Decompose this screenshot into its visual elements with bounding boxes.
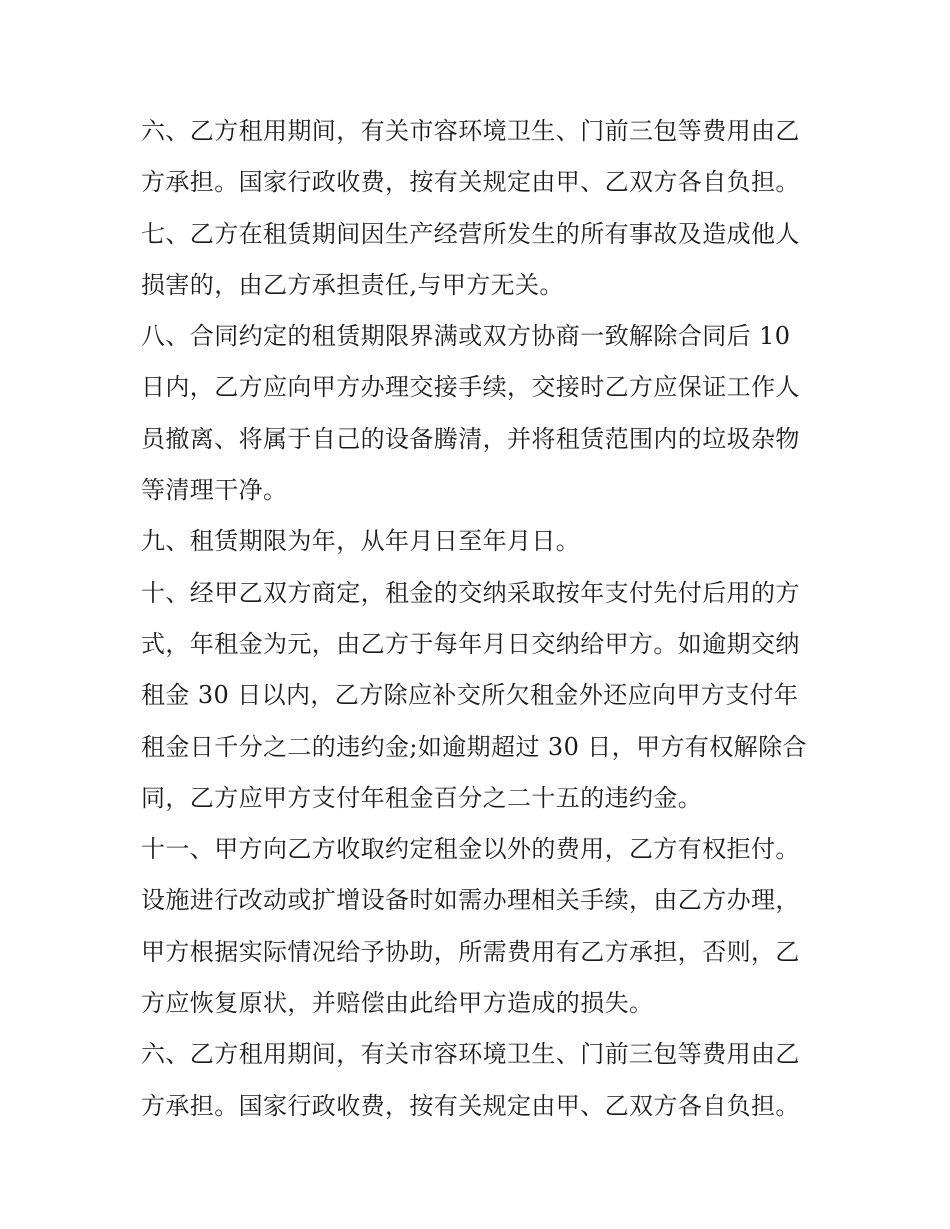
text-line-7: 员撤离、将属于自己的设备腾清，并将租赁范围内的垃圾杂物 (141, 424, 800, 453)
text-line-13: 租金日千分之二的违约金;如逾期超过 30 日，甲方有权解除合 (141, 732, 807, 761)
text-line-4: 损害的，由乙方承担责任,与甲方无关。 (141, 270, 564, 299)
text-line-1: 六、乙方租用期间，有关市容环境卫生、门前三包等费用由乙 (141, 117, 800, 145)
document-body (141, 106, 821, 1132)
text-line-19: 六、乙方租用期间，有关市容环境卫生、门前三包等费用由乙 (141, 1040, 800, 1069)
text-line-18: 方应恢复原状，并赔偿由此给甲方造成的损失。 (141, 989, 654, 1018)
text-line-16: 设施进行改动或扩增设备时如需办理相关手续，由乙方办理， (141, 886, 800, 915)
text-line-5: 八、合同约定的租赁期限界满或双方协商一致解除合同后 10 (141, 322, 791, 351)
text-line-15: 十一、甲方向乙方收取约定租金以外的费用，乙方有权拒付。 (141, 835, 800, 864)
text-line-3: 七、乙方在租赁期间因生产经营所发生的所有事故及造成他人 (141, 219, 800, 248)
text-line-9: 九、租赁期限为年，从年月日至年月日。 (141, 527, 581, 556)
text-line-12: 租金 30 日以内，乙方除应补交所欠租金外还应向甲方支付年 (141, 681, 799, 710)
text-line-10: 十、经甲乙双方商定，租金的交纳采取按年支付先付后用的方 (141, 578, 800, 607)
text-line-2: 方承担。国家行政收费，按有关规定由甲、乙双方各自负担。 (141, 168, 800, 197)
text-line-6: 日内，乙方应向甲方办理交接手续，交接时乙方应保证工作人 (141, 373, 800, 402)
text-line-8: 等清理干净。 (141, 476, 288, 505)
text-line-17: 甲方根据实际情况给予协助，所需费用有乙方承担，否则，乙 (141, 937, 800, 966)
text-line-11: 式，年租金为元，由乙方于每年月日交纳给甲方。如逾期交纳 (141, 629, 800, 658)
text-line-14: 同，乙方应甲方支付年租金百分之二十五的违约金。 (141, 783, 703, 812)
text-line-20: 方承担。国家行政收费，按有关规定由甲、乙双方各自负担。 (141, 1091, 800, 1120)
